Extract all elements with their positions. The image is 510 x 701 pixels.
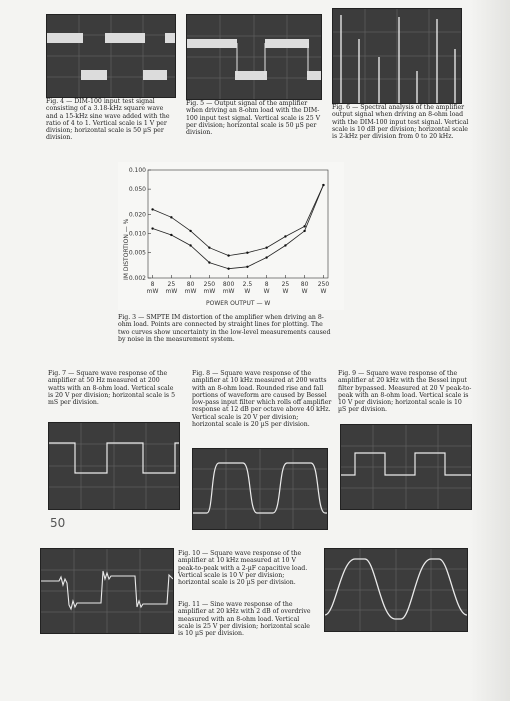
series-line-2 [153, 185, 324, 269]
data-point [265, 246, 267, 248]
fig10-caption: Fig. 10 — Square wave response of the amplifier at 10 kHz measured at 10 V peak-to-peak with a 2-µF capacitive load. Vertical scale is 10 V per division; horizontal scale is 20 µS per division. [178, 550, 308, 587]
chart-plot-frame [148, 170, 328, 278]
fig10-oscilloscope-image [40, 548, 174, 634]
x-tick-label: 25 [167, 281, 176, 288]
data-point [322, 184, 324, 186]
x-tick-unit: W [320, 288, 327, 295]
data-point [170, 216, 172, 218]
fig3-im-distortion-chart [118, 162, 344, 310]
data-point [265, 256, 267, 258]
x-tick-unit: W [282, 288, 289, 295]
x-tick-unit: mW [165, 288, 178, 295]
x-tick-label: 2.5 [242, 281, 253, 288]
x-tick-unit: W [244, 288, 251, 295]
x-tick-label: 25 [281, 281, 290, 288]
x-tick-label: 250 [317, 281, 330, 288]
x-tick-unit: mW [146, 288, 159, 295]
x-tick-label: 80 [186, 281, 195, 288]
data-point [227, 268, 229, 270]
x-tick-unit: W [263, 288, 270, 295]
data-point [208, 261, 210, 263]
data-point [151, 227, 153, 229]
x-tick-label: 800 [222, 281, 235, 288]
fig5-oscilloscope-image [186, 14, 322, 100]
y-tick-label: 0.010 [128, 230, 146, 238]
data-point [303, 230, 305, 232]
fig9-caption: Fig. 9 — Square wave response of the amplifier at 20 kHz with the Bessel input filter bypassed. Measured at 20 V peak-to-peak with an 8-ohm load. Vertical scale is 10 V per division; horizontal scale is 10 µS per division. [338, 370, 472, 414]
series-line-1 [153, 185, 324, 256]
fig4-oscilloscope-image [46, 14, 176, 98]
x-tick-unit: W [301, 288, 308, 295]
fig8-caption: Fig. 8 — Square wave response of the amplifier at 10 kHz measured at 200 watts with an 8-ohm load. Rounded rise and fall portions of waveform are caused by Bessel low-pass input filter which rolls off amplifier response at 12 dB per octave above 40 kHz. Vertical scale is 20 V per division; horizontal scale is 20 µS per division. [192, 370, 332, 429]
fig7-oscilloscope-image [48, 422, 180, 510]
data-point [170, 234, 172, 236]
data-point [246, 266, 248, 268]
y-tick-label: 0.005 [128, 249, 146, 257]
data-point [208, 246, 210, 248]
data-point [189, 230, 191, 232]
fig7-caption: Fig. 7 — Square wave response of the amplifier at 50 Hz measured at 200 watts with an 8-ohm load. Vertical scale is 20 V per division; horizontal scale is 5 mS per division. [48, 370, 176, 407]
fig9-oscilloscope-image [340, 424, 472, 510]
page-number: 50 [50, 516, 66, 530]
chart-x-axis-label: POWER OUTPUT — W [206, 300, 271, 307]
y-tick-label: 0.050 [128, 186, 146, 194]
page-edge-right [470, 0, 510, 701]
x-tick-unit: mW [222, 288, 235, 295]
x-tick-label: 80 [300, 281, 309, 288]
data-point [189, 244, 191, 246]
x-tick-label: 8 [264, 281, 269, 288]
data-point [246, 252, 248, 254]
data-point [227, 254, 229, 256]
fig5-caption: Fig. 5 — Output signal of the amplifier when driving an 8-ohm load with the DIM-100 input test signal. Vertical scale is 25 V per division; horizontal scale is 50 µS per division. [186, 100, 321, 137]
x-tick-unit: mW [184, 288, 197, 295]
fig6-caption: Fig. 6 — Spectral analysis of the amplifier output signal when driving an 8-ohm load with the DIM-100 input test signal. Vertical scale is 10 dB per division; horizontal scale is 2-kHz per division from 0 to 20 kHz. [332, 104, 469, 141]
data-point [284, 244, 286, 246]
y-tick-label: 0.002 [128, 275, 146, 282]
chart-y-axis-label: IM DISTORTION — % [123, 218, 130, 280]
fig8-oscilloscope-image [192, 448, 328, 530]
fig6-spectrum-image [332, 8, 462, 104]
data-point [284, 235, 286, 237]
y-tick-label: 0.020 [128, 211, 146, 219]
data-point [151, 208, 153, 210]
x-tick-label: 8 [150, 281, 155, 288]
fig4-caption: Fig. 4 — DIM-100 input test signal consisting of a 3.18-kHz square wave and a 15-kHz sine wave added with the ratio of 4 to 1. Vertical scale is 1 V per division; horizontal scale is 50 µS per division. [46, 98, 170, 142]
y-tick-label: 0.100 [128, 167, 146, 174]
x-tick-unit: mW [203, 288, 216, 295]
fig3-caption: Fig. 3 — SMPTE IM distortion of the amplifier when driving an 8-ohm load. Points are connected by straight lines for plotting. The two curves show uncertainty in the low-level measurements caused by noise in the measurement system. [118, 314, 331, 343]
fig11-caption: Fig. 11 — Sine wave response of the amplifier at 20 kHz with 2 dB of overdrive measured with an 8-ohm load. Vertical scale is 25 V per division; horizontal scale is 10 µS per division. [178, 601, 311, 638]
fig11-oscilloscope-image [324, 548, 468, 632]
data-point [303, 225, 305, 227]
x-tick-label: 250 [203, 281, 216, 288]
